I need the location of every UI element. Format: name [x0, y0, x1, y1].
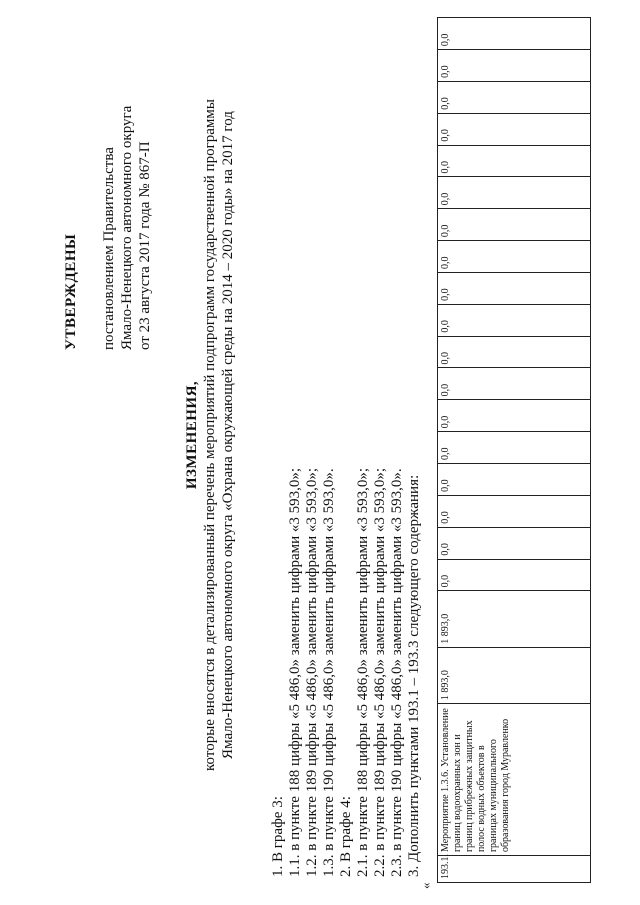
approval-line-2: Ямало-Ненецкого автономного округа [119, 105, 135, 350]
table-cell: 1 893,0 [438, 591, 591, 647]
amendment-item: 2.1. в пункте 188 цифры «5 486,0» заменить цифрами «3 593,0»; [355, 467, 371, 877]
table-cell: 0,0 [438, 336, 591, 368]
table-cell: 0,0 [438, 241, 591, 273]
table-cell: 0,0 [438, 527, 591, 559]
table-cell: 0,0 [438, 559, 591, 591]
amendment-list [270, 277, 423, 877]
row-number: 193.1. [438, 856, 591, 883]
table-cell: 0,0 [438, 177, 591, 209]
table-cell: 0,0 [438, 18, 591, 50]
table-row [438, 18, 591, 883]
amendment-item: 2.2. в пункте 189 цифры «5 486,0» заменить цифрами «3 593,0»; [372, 467, 388, 877]
amendment-item: 3. Дополнить пунктами 193.1 – 193.3 следующего содержания: [406, 474, 422, 877]
amendment-item: 2.3. в пункте 190 цифры «5 486,0» заменить цифрами «3 593,0». [389, 468, 405, 877]
table-cell: 0,0 [438, 113, 591, 145]
amendment-item: 1.3. в пункте 190 цифры «5 486,0» заменить цифрами «3 593,0». [321, 468, 337, 877]
table-cell: 0,0 [438, 272, 591, 304]
amendment-item: 1.2. в пункте 189 цифры «5 486,0» заменить цифрами «3 593,0»; [304, 467, 320, 877]
table-cell: 0,0 [438, 495, 591, 527]
row-activity-name: Мероприятие 1.3.6. Установление границ водоохранных зон и границ прибрежных защитных полос водных объектов в границах муниципального образования город Муравленко [438, 704, 591, 856]
table-cell: 0,0 [438, 145, 591, 177]
amendment-item: 1. В графе 3: [270, 796, 286, 877]
changes-subtitle-2: Ямало-Ненецкого автономного округа «Охрана окружающей среды на 2014 – 2020 годы» на 2017 год [220, 111, 236, 759]
table-cell: 0,0 [438, 209, 591, 241]
table-cell: 0,0 [438, 464, 591, 496]
table-cell: 0,0 [438, 81, 591, 113]
table-cell: 0,0 [438, 50, 591, 82]
program-table [437, 17, 591, 883]
changes-subtitle-1: которые вносятся в детализированный перечень мероприятий подпрограмм государственной программы [202, 99, 218, 771]
approval-line-1: постановлением Правительства [101, 147, 117, 350]
changes-heading [183, 25, 237, 845]
approval-title: УТВЕРЖДЕНЫ [63, 233, 79, 350]
table-cell: 1 893,0 [438, 647, 591, 703]
table-cell: 0,0 [438, 368, 591, 400]
approval-line-3: от 23 августа 2017 года № 867-П [137, 141, 153, 350]
table-cell: 0,0 [438, 304, 591, 336]
approval-block [62, 10, 154, 350]
opening-quote: « [418, 882, 433, 889]
changes-title: ИЗМЕНЕНИЯ, [184, 380, 200, 490]
amendment-item: 1.1. в пункте 188 цифры «5 486,0» заменить цифрами «3 593,0»; [287, 467, 303, 877]
table-cell: 0,0 [438, 432, 591, 464]
table-cell: 0,0 [438, 400, 591, 432]
amendment-item: 2. В графе 4: [338, 796, 354, 877]
